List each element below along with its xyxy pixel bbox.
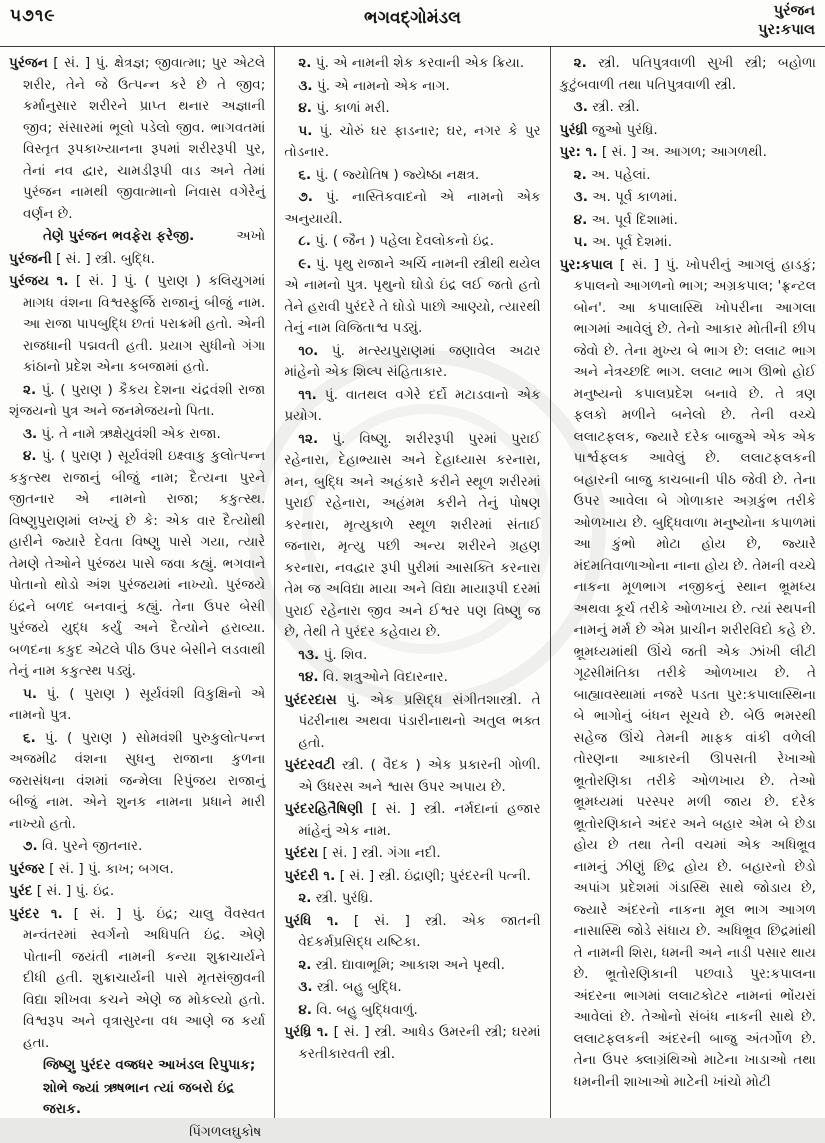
paragraph-text: તેણે પુરંજન ભવફેરા ફરેજી. [43, 228, 194, 244]
page-number: ૫૭૧૯ [10, 6, 55, 26]
sense-paragraph [560, 165, 816, 187]
sense-number: ૯. [298, 256, 311, 272]
sense-paragraph [9, 380, 265, 423]
headword: પુરંદરા [284, 845, 318, 861]
sense-paragraph [284, 667, 540, 689]
paragraph-text: સ્ત્રી. ( વૈદક ) એક પ્રકારની ગોળી. એ ઉધરસ અને શ્વાસ ઉપર અપાય છે. [298, 757, 540, 795]
paragraph-text: પું. કાળાં મરી. [312, 100, 390, 116]
entry-paragraph [284, 690, 540, 755]
paragraph-text: અ. પૂર્વ દેશમાં. [588, 234, 672, 250]
sense-number: ૩. [574, 189, 588, 205]
paragraph-text: પું. એ નામની શેક કરવાની એક ક્રિયા. [311, 55, 524, 71]
paragraph-text: જુઓ પુરંધ્રિ. [588, 122, 658, 138]
paragraph-text: પું. એ નામનો એક નાગ. [313, 78, 450, 94]
page-header [0, 0, 825, 46]
verse-line [9, 1055, 265, 1077]
sense-number: ૨. [574, 55, 587, 71]
paragraph-text: પું. શિવ. [319, 647, 367, 663]
entry-paragraph [560, 142, 816, 164]
headword: પુરંજની [9, 251, 52, 267]
paragraph-text: પું. ( પુરાણ ) કૈકય દેશના ચંદ્રવંશી રાજા શૃંજયનો પુત્ર અને જનમેજયનો પિતા. [9, 382, 265, 420]
sense-paragraph [560, 97, 816, 119]
paragraph-text: સ્ત્રી. સ્ત્રી. [588, 99, 640, 115]
paragraph-text: પું. ( પુરાણ ) સૂર્યવંશી વિકુક્ષિનો એ નામનો પુત્ર. [9, 686, 265, 724]
sense-number: ૫. [574, 234, 588, 250]
entry-paragraph [9, 904, 265, 1055]
paragraph-text: વિ. બહુ બુદ્ધિવાળું. [312, 1002, 418, 1018]
entry-paragraph [284, 799, 540, 842]
sense-paragraph [284, 341, 540, 384]
dictionary-column-1 [0, 47, 274, 1118]
paragraph-text: પું. વિષ્ણુ. શરીરરૂપી પુરમાં પુરાઈ રહેનારા, દેહાભ્યાસ અને દેહાધ્યાસ કરનારા, મન, બુદ્ધિ અને અહંકારે કરીને સ્થૂળ શરીરમાં પુરાઈ રહેનારા, અહંમમ કરીને તેનું પોષણ કરનારા, મૃત્યુકાળે સ્થૂળ શરીરમાં સંતાઈ જનારા, મૃત્યુ પછી અન્ય શરીરને ગ્રહણ કરનારા, નવદ્વાર રૂપી પુરીમાં આસક્તિ કરનારા તેમ જ અવિદ્યા માયા અને વિદ્યા માયારૂપી દરમાં પુરાઈ રહેનારા જીવ અને ઈશ્વર પણ વિષ્ણુ જ છે, તેથી તે પુરંદર કહેવાય છે. [284, 431, 540, 641]
paragraph-text: પું. ( જ્યોતિષ ) જ્યેષ્ઠા નક્ષત્ર. [311, 167, 479, 183]
sense-number: ૧૩. [298, 647, 319, 663]
entry-paragraph [9, 271, 265, 379]
sense-paragraph [9, 728, 265, 836]
paragraph-text: [ સં. ] પું. ખોપરીનું આગલું હાડકું; કપાલનો આગળનો ભાગ; અગ્રકપાલ; 'ફ્રન્ટલ બોન'. આ કપાલાસ્થિ ખોપરીના આગલા ભાગમાં આવેલું છે. તેનો આકાર મોતીની છીપ જેવો છે. તેના મુખ્ય બે ભાગ છે: લલાટ ભાગ અને નેત્રચ્છદિ ભાગ. લલાટ ભાગ ઊભો હોઈ મનુષ્યનો કપાલપ્રદેશ બનાવે છે. તે ત્રણ ફલકો મળીને બનેલો છે. તેની વચ્ચે લલાટફલક, જ્યારે દરેક બાજુએ એક એક પાર્શ્વફલક આવેલું છે. લલાટફલકની બહારની બાજુ કાચબાની પીઠ જેવી છે. તેના ઉપર આવેલા બે ગોળાકાર અગ્રકુંભ તરીકે ઓળખાય છે. બુદ્ધિવાળા મનુષ્યોના કપાળમાં આ કુંભો મોટા હોય છે, જ્યારે મંદમતિવાળાઓના નાના હોય છે. તેમની વચ્ચે નાકના મૂળભાગ નજીકનું સ્થાન ભ્રૂમધ્ય અથવા કૂર્ચ તરીકે ઓળખાય છે. ત્યાં સ્થપની નામનું મર્મ છે એમ પ્રાચીન શરીરવિદો કહે છે. ભ્રૂમધ્યમાંથી ઊંચે જતી એક ઝાંખી લીટી ગૂઢસીમંતિકા તરીકે ઓળખાય છે. તે બાહ્યાવસ્થામાં નજરે પડતા પુર:કપાલાસ્થિના બે ભાગોનું બંધન સૂચવે છે. બેઉ ભમરથી સહેજ ઊંચે તેમની માફક વાંકી વળેલી તોરણના આકારની ઊપસતી રેખાઓ ભ્રૂતોરણિકા તરીકે ઓળખાય છે. તેઓ ભ્રૂમધ્યમાં પરસ્પર મળી જાય છે. દરેક ભ્રૂતોરણિકાને અંદર અને બહાર એમ બે છેડા હોય છે તથા તેની વચમાં એક અધિભ્રૂવ નામનું ઝીણું છિદ્ર હોય છે. બહારનો છેડો અપાંગ પ્રદેશમાં ગંડાસ્થિ સાથે જોડાય છે, જ્યારે અંદરનો નાકના મૂલ ભાગ આગળ નાસાસ્થિ જોડે સંધાય છે. અધિભ્રૂવ છિદ્રમાંથી તે નામની શિરા, ધમની અને નાડી પસાર થાય છે. ભ્રૂતોરણિકાની પછવાડે પુર:કપાલના અંદરના ભાગમાં લલાટકોટર નામનાં ભોંયરાં આવેલાં છે. તેઓનો સંબંધ નાકની સાથે છે. લલાટફલકની અંદરની બાજુ અંતર્ગોળ છે. તેના ઉપર ક્લાગ્રંથિઓ માટેના ખાડાઓ તથા ધમનીની શાખાઓ માટેની ખાંચો મોટી [574, 257, 816, 1090]
sense-number: ૧૦. [298, 343, 318, 359]
entry-paragraph [284, 911, 540, 954]
headword: પુરંદ [9, 883, 32, 899]
dictionary-title: ભગવદ્ગોમંડલ [0, 8, 825, 28]
paragraph-text: પું. એક પ્રસિદ્ધ સંગીતશાસ્ત્રી. તે પંઢરીનાથ અથવા પંડારીનાથનો અતુલ ભક્ત હતો. [298, 692, 540, 751]
sense-number: ૬. [298, 167, 311, 183]
paragraph-text: [ સં. ] પું. ઇંદ્ર; ચાલુ વૈવસ્વત મન્વંતરમાં સ્વર્ગનો અધિપતિ ઇંદ્ર. એણે પોતાની જયંતી નામની કન્યા શુક્રાચાર્યને દીધી હતી. શુક્રાચાર્યની પાસે મૃતસંજીવની વિદ્યા શીખવા કચને એણે જ મોકલ્યો હતો. વિશ્વરૂપ અને વૃત્રાસુરના વધ આણે જ કર્યા હતા. [23, 906, 265, 1051]
paragraph-text: પું. નાસ્તિકવાદનો એ નામનો એક અનુયાયી. [284, 189, 540, 227]
entry-paragraph [9, 53, 265, 225]
sense-paragraph [284, 254, 540, 340]
sense-number: ૩. [298, 78, 312, 94]
paragraph-text: [ સં. ] સ્ત્રી. ઇંદ્રાણી; પુરંદરની પત્ની. [335, 868, 531, 884]
paragraph-text: જિષ્ણુ પુરંદર વજ્રધર આખંડલ રિપુપાક; [43, 1057, 255, 1073]
headword: પુરંધિ ૧. [284, 913, 338, 929]
sense-paragraph [284, 888, 540, 910]
sense-number: ૮. [298, 233, 311, 249]
sense-number: ૪. [23, 448, 37, 464]
paragraph-text: વિ. શત્રુઓને વિદારનાર. [319, 669, 448, 685]
paragraph-text: અ. પહેલાં. [587, 167, 651, 183]
paragraph-text: [ સં. ] પું. કાખ; બગલ. [45, 861, 174, 877]
sense-paragraph [284, 98, 540, 120]
sense-number: ૩. [574, 99, 588, 115]
sense-paragraph [560, 232, 816, 254]
paragraph-text: પું. ( પુરાણ ) સૂર્યવંશી ઇક્ષ્વાકુ કુલોત્પન્ન કકુત્સ્થ રાજાનું બીજું નામ; દૈત્યના પુરને જીતનાર એ નામનો રાજા; કકુત્સ્થ. વિષ્ણુપુરાણમાં લખ્યું છે કે: એક વાર દૈત્યોથી હારીને જ્યારે દેવતા વિષ્ણુ પાસે ગયા, ત્યારે તેમણે તેઓને પુરંજય પાસે જવા કહ્યું. ભગવાને પોતાનો થોડો અંશ પુરંજયમાં નાખ્યો. પુરંજયે ઇંદ્રને બળદ બનવાનું કહ્યું. તેના ઉપર બેસી પુરંજયે યુદ્ધ કર્યું અને દૈત્યોને હરાવ્યા. બળદના કકુદ એટલે પીઠ ઉપર બેસીને લડવાથી તેનું નામ કકુત્સ્થ પડ્યું. [9, 448, 265, 679]
sense-paragraph [284, 187, 540, 230]
paragraph-text: સ્ત્રી. પુરંધ્રિ. [311, 890, 373, 906]
paragraph-text: પું. ( પુરાણ ) સોમવંશી પુરુકુલોત્પન્ન અજમીઢ વંશના સુધનુ રાજાના કુળના જરાસંધના વંશમાં જન્મેલા રિપુંજય રાજાનું બીજું નામ. એને શુનક નામના પ્રધાને મારી નાખ્યો હતો. [9, 730, 265, 832]
sense-number: ૨. [298, 957, 311, 973]
entry-paragraph [284, 843, 540, 865]
headword: પુર: ૧. [560, 144, 598, 160]
sense-number: ૫. [23, 686, 37, 702]
sense-number: ૨. [23, 382, 36, 398]
sense-number: ૨. [298, 890, 311, 906]
headword: પુરંજય ૧. [9, 273, 68, 289]
headword: પુરંદરદાસ [284, 692, 336, 708]
sense-number: ૧૪. [298, 669, 318, 685]
sense-number: ૨. [574, 167, 587, 183]
paragraph-text: પું. ( જૈન ) પહેલા દેવલોકનો ઇંદ્ર. [311, 233, 494, 249]
entry-paragraph [9, 859, 265, 881]
sense-number: ૩. [23, 426, 37, 442]
paragraph-text: પિંગળલઘુકોષ [189, 1124, 261, 1140]
entry-paragraph [9, 249, 265, 271]
sense-paragraph [560, 210, 816, 232]
sense-paragraph [284, 121, 540, 164]
paragraph-text: પું. મત્સ્યપુરાણમાં જણાવેલ અઢાર માંહેનો એક શિલ્પ સંહિતાકાર. [284, 343, 540, 381]
sense-paragraph [560, 53, 816, 96]
entry-paragraph [9, 881, 265, 903]
dictionary-column-3 [550, 47, 825, 1118]
sense-paragraph [9, 684, 265, 727]
headword: પુરંજર [9, 861, 45, 877]
verse-attribution [9, 1122, 265, 1143]
sense-paragraph [9, 424, 265, 446]
paragraph-text: [ સં. ] પું. ક્ષેત્રજ્ઞ; જીવાત્મા; પુર એટલે શરીર, તેને જે ઉત્પન્ન કરે છે તે જીવ; કર્માનુસાર શરીરને પ્રાપ્ત થનાર અજ્ઞાની જીવ; સંસારમાં ભૂલો પડેલો જીવ. ભાગવતમાં વિસ્તૃત રૂપકાખ્યાનના રૂપમાં શરીરરૂપી પુર, તેનાં નવ દ્વાર, ચામડીરૂપી વાડ અને તેમાં પુરંજન નામથી જીવાત્માનો નિવાસ વગેરેનું વર્ણન છે. [23, 55, 265, 222]
sense-paragraph [284, 53, 540, 75]
verse-line [9, 1078, 265, 1121]
paragraph-text: અ. પૂર્વ દિશામાં. [587, 212, 678, 228]
entry-paragraph [560, 255, 816, 1094]
sense-number: ૧૧. [298, 387, 317, 403]
headword: પુરંદર ૧. [9, 906, 63, 922]
sense-paragraph [284, 385, 540, 428]
paragraph-text: સ્ત્રી. દ્યાવાભૂમિ; આકાશ અને પૃથ્વી. [311, 957, 504, 973]
headword: પુરંજન [9, 55, 48, 71]
sense-paragraph [284, 977, 540, 999]
paragraph-text: પું. તે નામે ઋક્ષેયુવંશી એક રાજા. [37, 426, 221, 442]
dictionary-column-2 [274, 47, 549, 1118]
sense-paragraph [284, 76, 540, 98]
paragraph-text: [ સં. ] અ. આગળ; આગળથી. [598, 144, 767, 160]
paragraph-text: [ સં. ] પું. ઇંદ્ર. [32, 883, 114, 899]
sense-paragraph [284, 1000, 540, 1022]
sense-paragraph [284, 165, 540, 187]
paragraph-text: અ. પૂર્વ કાળમાં. [588, 189, 678, 205]
paragraph-text: શોભે જ્યાં ઋષભાન ત્યાં જબરો ઇંદ્ર જરાક. [43, 1080, 234, 1118]
sense-number: ૭. [298, 189, 313, 205]
sense-paragraph [560, 187, 816, 209]
verse-attribution: અખો [236, 226, 265, 248]
sense-paragraph [284, 955, 540, 977]
sense-number: ૬. [23, 730, 36, 746]
sense-paragraph [9, 446, 265, 683]
headword: પુર:કપાલ [560, 257, 613, 273]
paragraph-text: [ સં. ] સ્ત્રી. બુદ્ધિ. [52, 251, 155, 267]
guide-word-first: પુરંજન [774, 3, 815, 19]
headword: પુરંધ્રિ ૧. [284, 1024, 328, 1040]
sense-number: ૪. [298, 1002, 312, 1018]
sense-number: ૨. [298, 55, 311, 71]
sense-number: ૪. [574, 212, 588, 228]
sense-paragraph [284, 231, 540, 253]
paragraph-text: [ સં. ] સ્ત્રી. એક જાતની વેદકર્મપ્રસિદ્ધ યષ્ટિકા. [298, 913, 540, 951]
headword: પુરંધ્રી [560, 122, 588, 138]
guide-word-last: પુર:કપાલ [758, 22, 815, 38]
headword: પુરંદરહિતૈષિણી [284, 801, 363, 817]
paragraph-text: પું. ચોરું ઘર ફાડનાર; ઘર, નગર કે પુર તોડનાર. [284, 123, 540, 161]
paragraph-text: સ્ત્રી. બહુ બુદ્ધિ. [313, 979, 402, 995]
sense-paragraph [284, 429, 540, 644]
paragraph-text: પું. વાતથલ વગેરે દર્દો મટાડવાનો એક પ્રયોગ. [284, 387, 540, 425]
sense-number: ૫. [298, 123, 312, 139]
guide-words [758, 2, 815, 40]
paragraph-text: [ સં. ] પું. ( પુરાણ ) કલિયુગમાં માગધ વંશના વિશ્વસ્ફુર્જિ રાજાનું બીજું નામ. આ રાજા પાપબુદ્ધિ છતાં પરાક્રમી હતો. એની રાજધાની પદ્મવતી હતી. પ્રયાગ સુધીનો ગંગા કાંઠાનો પ્રદેશ એના કબજામાં હતો. [23, 273, 265, 375]
sense-paragraph [284, 645, 540, 667]
headword: પુરંદરવટી [284, 757, 335, 773]
entry-paragraph [284, 866, 540, 888]
paragraph-text: વિ. પુરને જીતનાર. [38, 838, 143, 854]
entry-paragraph [560, 120, 816, 142]
paragraph-text: [ સં. ] સ્ત્રી. આધેડ ઉમરની સ્ત્રી; ઘરમાં કરતીકારવતી સ્ત્રી. [298, 1024, 540, 1062]
sense-number: ૩. [298, 979, 312, 995]
sense-number: ૪. [298, 100, 312, 116]
paragraph-text: સ્ત્રી. પતિપુત્રવાળી સુખી સ્ત્રી; બહોળા કુટુંબવાળી તથા પતિપુત્રવાળી સ્ત્રી. [560, 55, 816, 93]
entry-paragraph [284, 755, 540, 798]
headword: પુરંદરી ૧. [284, 868, 335, 884]
verse-line [9, 226, 265, 248]
entry-paragraph [284, 1022, 540, 1065]
sense-number: ૧૨. [298, 431, 318, 447]
paragraph-text: [ સં. ] સ્ત્રી. ગંગા નદી. [318, 845, 441, 861]
sense-paragraph [9, 836, 265, 858]
sense-number: ૭. [23, 838, 38, 854]
paragraph-text: [ સં. ] સ્ત્રી. નર્મદાનાં હજાર માંહેનું એક નામ. [298, 801, 540, 839]
text-columns [0, 47, 825, 1118]
paragraph-text: પું. પૃથુ રાજાને અર્ચિ નામની સ્ત્રીથી થયેલ એ નામનો પુત્ર. પૃથુનો ઘોડો ઇંદ્ર લઈ જતો હતો તેને હરાવી પુરંદરે તે ઘોડો પાછો આણ્યો, ત્યારથી તેનું નામ વિજિતાશ્વ પડ્યું. [284, 256, 540, 337]
